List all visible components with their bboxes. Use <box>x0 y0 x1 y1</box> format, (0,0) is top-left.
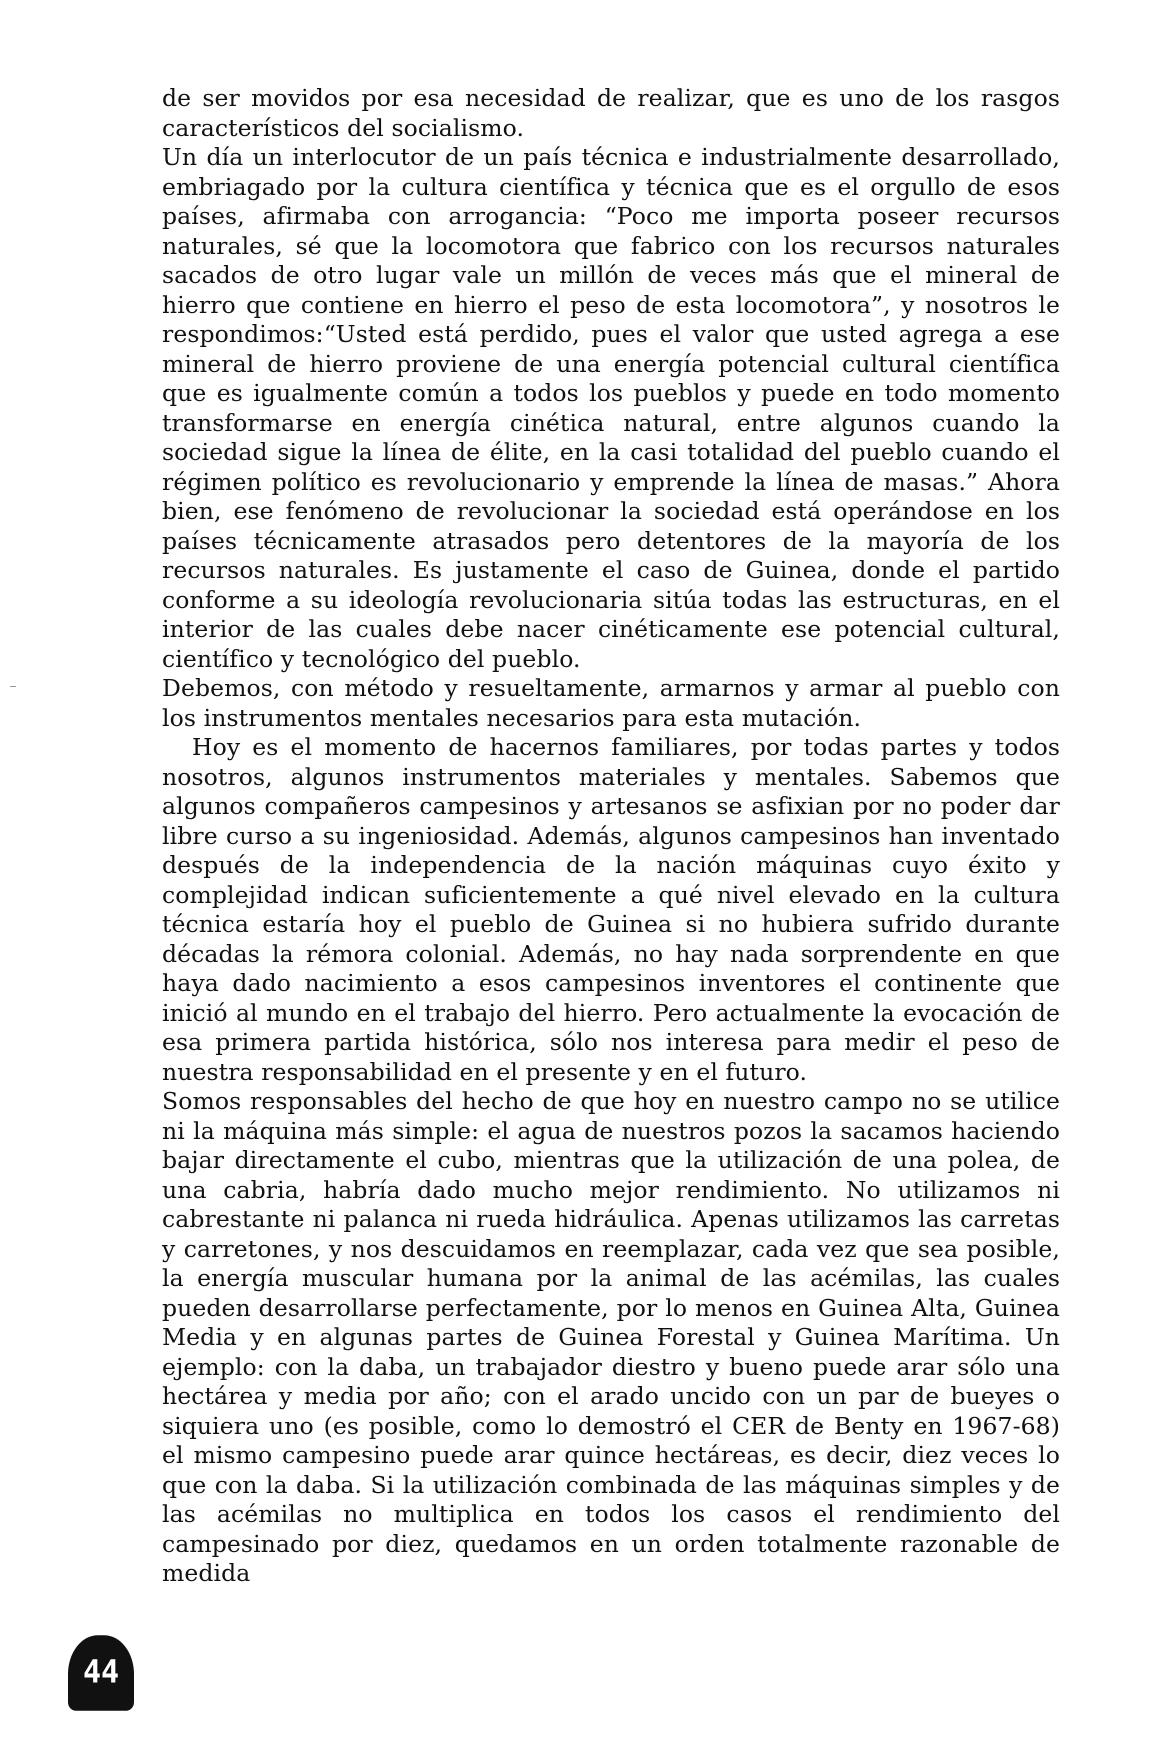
body-text <box>162 84 1060 1589</box>
page-number-badge: 44 <box>68 1635 134 1711</box>
paragraph-3: Debemos, con método y resueltamente, armarnos y armar al pueblo con los instrumentos mentales necesarios para esta mutación. <box>162 674 1060 732</box>
paragraph-5: Somos responsables del hecho de que hoy en nuestro campo no se utilice ni la máquina más simple: el agua de nuestros pozos la sacamos haciendo bajar directamente el cubo, mientras que la utilización de una polea, de una cabria, habría dado mucho mejor rendimiento. No utilizamos ni cabrestante ni palanca ni rueda hidráulica. Apenas utilizamos las carretas y carretones, y nos descuidamos en reemplazar, cada vez que sea posible, la energía muscular humana por la animal de las acémilas, las cuales pueden desarrollarse perfectamente, por lo menos en Guinea Alta, Guinea Media y en algunas partes de Guinea Forestal y Guinea Marítima. Un ejemplo: con la daba, un trabajador diestro y bueno puede arar sólo una hectárea y media por año; con el arado uncido con un par de bueyes o siquiera uno (es posible, como lo demostró el CER de Benty en 1967-68) el mismo campesino puede arar quince hectáreas, es decir, diez veces lo que con la daba. Si la utilización combinada de las máquinas simples y de las acémilas no multiplica en todos los casos el rendimiento del campesinado por diez, quedamos en un orden totalmente razonable de medida <box>162 1087 1060 1587</box>
margin-mark <box>10 686 16 687</box>
paragraph-2: Un día un interlocutor de un país técnica e industrialmente desarrollado, embriagado por la cultura científica y técnica que es el orgullo de esos países, afirmaba con arrogancia: “Poco me importa poseer recursos naturales, sé que la locomotora que fabrico con los recursos naturales sacados de otro lugar vale un millón de veces más que el mineral de hierro que contiene en hierro el peso de esta locomotora”, y nosotros le respondimos:“Usted está perdido, pues el valor que usted agrega a ese mineral de hierro proviene de una energía potencial cultural científica que es igualmente común a todos los pueblos y puede en todo momento transformarse en energía cinética natural, entre algunos cuando la sociedad sigue la línea de élite, en la casi totalidad del pueblo cuando el régimen político es revolucionario y emprende la línea de masas.” Ahora bien, ese fenómeno de revolucionar la sociedad está operándose en los países técnicamente atrasados pero detentores de la mayoría de los recursos naturales. Es justamente el caso de Guinea, donde el partido conforme a su ideología revolucionaria sitúa todas las estructuras, en el interior de las cuales debe nacer cinéticamente ese potencial cultural, científico y tecnológico del pueblo. <box>162 143 1060 673</box>
paragraph-4: Hoy es el momento de hacernos familiares, por todas partes y todos nosotros, algunos instrumentos materiales y mentales. Sabemos que algunos compañeros campesinos y artesanos se asfixian por no poder dar libre curso a su ingeniosidad. Además, algunos campesinos han inventado después de la independencia de la nación máquinas cuyo éxito y complejidad indican suficientemente a qué nivel elevado en la cultura técnica estaría hoy el pueblo de Guinea si no hubiera sufrido durante décadas la rémora colonial. Además, no hay nada sorprendente en que haya dado nacimiento a esos campesinos inventores el continente que inició al mundo en el trabajo del hierro. Pero actualmente la evocación de esa primera partida histórica, sólo nos interesa para medir el peso de nuestra responsabilidad en el presente y en el futuro. <box>162 733 1060 1086</box>
paragraph-1: de ser movidos por esa necesidad de realizar, que es uno de los rasgos característicos del socialismo. <box>162 84 1060 142</box>
